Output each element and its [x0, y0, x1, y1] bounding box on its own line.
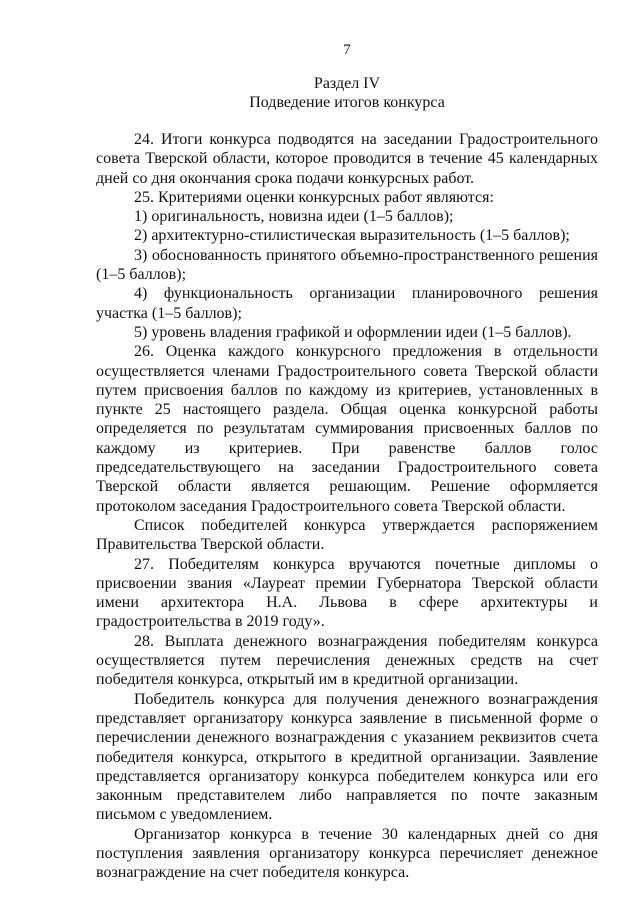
section-label: Раздел IV [313, 75, 381, 92]
criterion-2: 2) архитектурно-стилистическая выразительность (1–5 баллов); [134, 227, 570, 245]
criterion-3: 3) обоснованность принятого объемно-пространственного решения (1–5 баллов); [96, 246, 598, 284]
paragraph-organizer-payment: Организатор конкурса в течение 30 календарных дней со дня поступления заявления организатору конкурса перечисляет денежное вознаграждение на счет победителя конкурса. [96, 825, 598, 882]
document-page [96, 40, 598, 883]
criterion-1: 1) оригинальность, новизна идеи (1–5 баллов); [134, 208, 454, 226]
paragraph-26: 26. Оценка каждого конкурсного предложения в отдельности осуществляется членами Градостроительного совета Тверской области путем присвоения баллов по каждому из критериев, установленных в пункте 25 настоящего раздела. Общая оценка конкурсной работы определяется по результатам суммирования присвоенных баллов по каждому из критериев. При равенстве баллов голос председательствующего на заседании Градостроительного совета Тверской области является решающим. Решение оформляется протоколом заседания Градостроительного совета Тверской области. [96, 343, 598, 515]
criterion-5: 5) уровень владения графикой и оформлении идеи (1–5 баллов). [134, 323, 572, 341]
page-number: 7 [343, 42, 351, 58]
paragraph-25: 25. Критериями оценки конкурсных работ являются: [134, 188, 494, 206]
paragraph-winners-list: Список победителей конкурса утверждается распоряжением Правительства Тверской области. [96, 516, 598, 554]
paragraph-24: 24. Итоги конкурса подводятся на заседании Градостроительного совета Тверской области, которое проводится в течение 45 календарных дней со дня окончания срока подачи конкурсных работ. [96, 131, 598, 187]
paragraph-28: 28. Выплата денежного вознаграждения победителям конкурса осуществляется путем перечисления денежных средств на счет победителя конкурса, открытый им в кредитной организации. [96, 632, 598, 689]
paragraph-27: 27. Победителям конкурса вручаются почетные дипломы о присвоении звания «Лауреат премии Губернатора Тверской области имени архитектора Н.А. Львова в сфере архитектуры и градостроительства в 2019 году». [96, 555, 598, 631]
criterion-4: 4) функциональность организации планировочного решения участка (1–5 баллов); [96, 285, 598, 322]
section-title: Подведение итогов конкурса [249, 94, 445, 111]
paragraph-winner-application: Победитель конкурса для получения денежного вознаграждения представляет организатору конкурса заявление в письменной форме о перечислении денежного вознаграждения с указанием реквизитов счета победителя конкурса, открытого в кредитной организации. Заявление представляется организатору конкурса победителем конкурса или его законным представителем либо направляется по почте заказным письмом с уведомлением. [96, 690, 598, 824]
